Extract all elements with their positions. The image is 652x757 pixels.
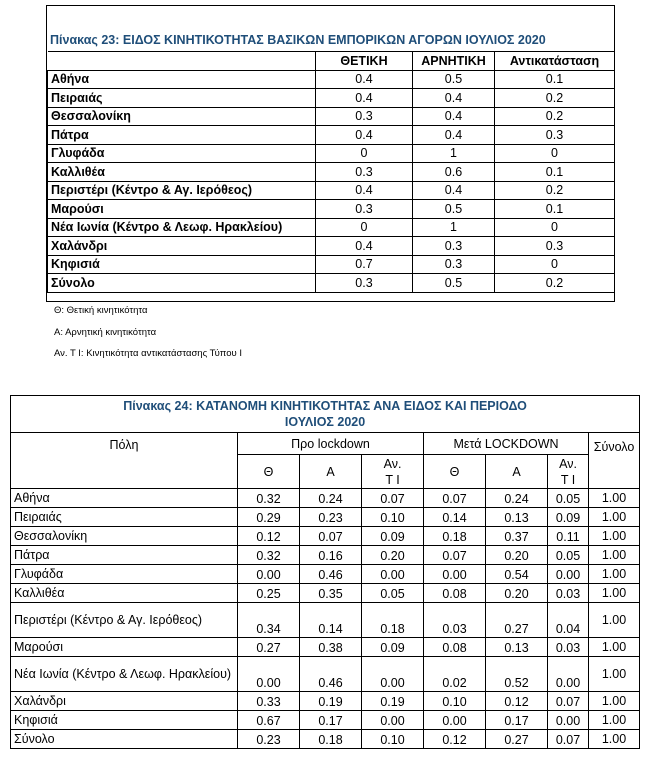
table-24-value-cell: 0.25 xyxy=(238,584,300,603)
table-24-value-cell: 0.67 xyxy=(238,711,300,730)
table-24-total-cell: 1.00 xyxy=(589,730,640,749)
table-23-value-cell: 0.3 xyxy=(316,274,413,293)
table-23-city-cell: Σύνολο xyxy=(48,274,316,293)
table-24-value-cell: 0.52 xyxy=(486,657,548,692)
table-24-value-cell: 0.00 xyxy=(548,657,589,692)
note-an: Αν. Τ Ι: Κινητικότητα αντικατάστασης Τύπου Ι xyxy=(54,348,242,359)
table-row xyxy=(48,200,615,219)
table-24-value-cell: 0.13 xyxy=(486,508,548,527)
table-row xyxy=(11,546,640,565)
table-24-sub-a-post: Α xyxy=(486,455,548,489)
table-24-value-cell: 0.46 xyxy=(300,657,362,692)
table-24-sub-an-post xyxy=(548,455,589,489)
table-24-value-cell: 0.27 xyxy=(486,730,548,749)
table-24-value-cell: 0.02 xyxy=(424,657,486,692)
table-23-value-cell: 0.4 xyxy=(316,89,413,108)
table-23-header-positive: ΘΕΤΙΚΗ xyxy=(316,52,413,71)
table-24-total-cell: 1.00 xyxy=(589,546,640,565)
table-23-header-empty xyxy=(48,52,316,71)
table-24-value-cell: 0.12 xyxy=(424,730,486,749)
table-24-value-cell: 0.00 xyxy=(424,711,486,730)
table-23-value-cell: 0.7 xyxy=(316,255,413,274)
table-23-value-cell: 0.5 xyxy=(413,274,495,293)
table-23-value-cell: 0.6 xyxy=(413,163,495,182)
table-23-value-cell: 1 xyxy=(413,218,495,237)
note-theta: Θ: Θετική κινητικότητα xyxy=(54,305,148,316)
table-23-value-cell: 0.4 xyxy=(316,70,413,89)
table-24-value-cell: 0.07 xyxy=(362,489,424,508)
table-23-value-cell: 0.4 xyxy=(316,181,413,200)
table-24-group-header-row xyxy=(11,433,640,455)
table-23-value-cell: 0.4 xyxy=(316,126,413,145)
table-24-value-cell: 0.09 xyxy=(548,508,589,527)
table-24-value-cell: 0.05 xyxy=(548,489,589,508)
table-24-value-cell: 0.14 xyxy=(424,508,486,527)
table-row xyxy=(48,89,615,108)
table-23-city-cell: Πειραιάς xyxy=(48,89,316,108)
table-24-total-cell: 1.00 xyxy=(589,584,640,603)
table-24-sub-theta-pre: Θ xyxy=(238,455,300,489)
table-24-value-cell: 0.08 xyxy=(424,638,486,657)
table-24-value-cell: 0.00 xyxy=(238,565,300,584)
table-24-sub-a-pre: Α xyxy=(300,455,362,489)
sub-an-line2: Τ Ι xyxy=(385,472,400,487)
table-24-sub-an-pre xyxy=(362,455,424,489)
table-24-header-city: Πόλη xyxy=(11,433,238,489)
table-23-value-cell: 0.2 xyxy=(495,107,615,126)
table-24-value-cell: 0.13 xyxy=(486,638,548,657)
table-row xyxy=(11,692,640,711)
table-24-sub-theta-post: Θ xyxy=(424,455,486,489)
table-24-city-cell: Πάτρα xyxy=(11,546,238,565)
table-24-value-cell: 0.12 xyxy=(486,692,548,711)
table-24-value-cell: 0.07 xyxy=(424,546,486,565)
table-row xyxy=(48,237,615,256)
table-24-value-cell: 0.00 xyxy=(362,565,424,584)
table-23-value-cell: 0.5 xyxy=(413,200,495,219)
table-23-header-negative: ΑΡΝΗΤΙΚΗ xyxy=(413,52,495,71)
table-24-city-cell: Μαρούσι xyxy=(11,638,238,657)
table-row xyxy=(48,218,615,237)
table-row xyxy=(11,711,640,730)
table-23-city-cell: Περιστέρι (Κέντρο & Αγ. Ιερόθεος) xyxy=(48,181,316,200)
table-row xyxy=(11,565,640,584)
table-24-value-cell: 0.33 xyxy=(238,692,300,711)
table-24-header-post-lockdown: Μετά LOCKDOWN xyxy=(424,433,589,455)
sub-an-line2: Τ Ι xyxy=(560,472,576,487)
table-23-value-cell: 0.3 xyxy=(495,126,615,145)
table-row xyxy=(48,107,615,126)
table-23-header-row xyxy=(48,52,615,71)
table-23-value-cell: 0.3 xyxy=(316,163,413,182)
table-row xyxy=(48,255,615,274)
table-24-value-cell: 0.10 xyxy=(424,692,486,711)
table-24-value-cell: 0.07 xyxy=(300,527,362,546)
note-a: Α: Αρνητική κινητικότητα xyxy=(54,327,157,338)
table-23-city-cell: Νέα Ιωνία (Κέντρο & Λεωφ. Ηρακλείου) xyxy=(48,218,316,237)
table-23-city-cell: Θεσσαλονίκη xyxy=(48,107,316,126)
table-23-value-cell: 0 xyxy=(495,255,615,274)
table-23 xyxy=(47,51,615,293)
table-24-title-line1: Πίνακας 24: ΚΑΤΑΝΟΜΗ ΚΙΝΗΤΙΚΟΤΗΤΑΣ ΑΝΑ ΕΙΔΟΣ ΚΑΙ ΠΕΡΙΟΔΟ xyxy=(123,399,527,413)
table-24-value-cell: 0.32 xyxy=(238,546,300,565)
table-24-total-cell: 1.00 xyxy=(589,565,640,584)
table-24-value-cell: 0.03 xyxy=(548,638,589,657)
table-24-value-cell: 0.03 xyxy=(424,603,486,638)
table-24-value-cell: 0.08 xyxy=(424,584,486,603)
table-23-city-cell: Πάτρα xyxy=(48,126,316,145)
table-24-header-total: Σύνολο xyxy=(589,433,640,489)
table-24-value-cell: 0.27 xyxy=(486,603,548,638)
table-24-value-cell: 0.24 xyxy=(486,489,548,508)
table-24 xyxy=(10,395,640,749)
table-24-value-cell: 0.05 xyxy=(362,584,424,603)
table-row xyxy=(11,730,640,749)
table-row xyxy=(11,657,640,692)
table-24-title-row xyxy=(11,396,640,433)
table-row xyxy=(48,274,615,293)
table-24-city-cell: Χαλάνδρι xyxy=(11,692,238,711)
table-row xyxy=(48,163,615,182)
table-24-value-cell: 0.10 xyxy=(362,730,424,749)
table-23-title: Πίνακας 23: ΕΙΔΟΣ ΚΙΝΗΤΙΚΟΤΗΤΑΣ ΒΑΣΙΚΩΝ ΕΜΠΟΡΙΚΩΝ ΑΓΟΡΩΝ ΙΟΥΛΙΟΣ 2020 xyxy=(50,33,546,47)
table-23-value-cell: 1 xyxy=(413,144,495,163)
table-24-value-cell: 0.27 xyxy=(238,638,300,657)
table-24-total-cell: 1.00 xyxy=(589,508,640,527)
table-23-value-cell: 0.4 xyxy=(413,181,495,200)
table-23-city-cell: Μαρούσι xyxy=(48,200,316,219)
table-23-value-cell: 0.3 xyxy=(413,237,495,256)
table-24-value-cell: 0.19 xyxy=(362,692,424,711)
table-24-value-cell: 0.00 xyxy=(548,711,589,730)
table-23-city-cell: Γλυφάδα xyxy=(48,144,316,163)
table-24-value-cell: 0.03 xyxy=(548,584,589,603)
table-24-value-cell: 0.32 xyxy=(238,489,300,508)
table-23-value-cell: 0.1 xyxy=(495,200,615,219)
table-24-city-cell: Θεσσαλονίκη xyxy=(11,527,238,546)
table-row xyxy=(11,489,640,508)
table-23-city-cell: Χαλάνδρι xyxy=(48,237,316,256)
sub-an-line1: Αν. xyxy=(559,456,577,471)
table-24-value-cell: 0.37 xyxy=(486,527,548,546)
table-24-value-cell: 0.23 xyxy=(300,508,362,527)
table-23-value-cell: 0.2 xyxy=(495,181,615,200)
table-23-city-cell: Καλλιθέα xyxy=(48,163,316,182)
table-24-city-cell: Γλυφάδα xyxy=(11,565,238,584)
table-24-city-cell: Περιστέρι (Κέντρο & Αγ. Ιερόθεος) xyxy=(11,603,238,638)
table-24-value-cell: 0.00 xyxy=(548,565,589,584)
table-24-value-cell: 0.54 xyxy=(486,565,548,584)
table-row xyxy=(11,508,640,527)
table-24-value-cell: 0.19 xyxy=(300,692,362,711)
table-23-city-cell: Αθήνα xyxy=(48,70,316,89)
table-row xyxy=(11,603,640,638)
table-row xyxy=(48,181,615,200)
table-24-value-cell: 0.07 xyxy=(424,489,486,508)
table-row xyxy=(48,70,615,89)
table-24-value-cell: 0.35 xyxy=(300,584,362,603)
table-23-value-cell: 0.3 xyxy=(316,200,413,219)
table-23-value-cell: 0.4 xyxy=(413,89,495,108)
table-24-value-cell: 0.46 xyxy=(300,565,362,584)
table-24-value-cell: 0.04 xyxy=(548,603,589,638)
table-24-total-cell: 1.00 xyxy=(589,711,640,730)
table-24-city-cell: Αθήνα xyxy=(11,489,238,508)
table-24-value-cell: 0.09 xyxy=(362,527,424,546)
table-23-value-cell: 0.3 xyxy=(316,107,413,126)
table-24-title-line2: ΙΟΥΛΙΟΣ 2020 xyxy=(284,415,366,429)
table-24-value-cell: 0.18 xyxy=(300,730,362,749)
table-24-value-cell: 0.16 xyxy=(300,546,362,565)
table-23-value-cell: 0.4 xyxy=(316,237,413,256)
table-24-total-cell: 1.00 xyxy=(589,638,640,657)
table-24-value-cell: 0.00 xyxy=(424,565,486,584)
table-24-city-cell: Πειραιάς xyxy=(11,508,238,527)
table-24-total-cell: 1.00 xyxy=(589,527,640,546)
table-24-total-cell: 1.00 xyxy=(589,692,640,711)
table-24-city-cell: Σύνολο xyxy=(11,730,238,749)
table-24-value-cell: 0.24 xyxy=(300,489,362,508)
table-24-value-cell: 0.12 xyxy=(238,527,300,546)
table-24-title xyxy=(11,396,640,433)
table-24-value-cell: 0.23 xyxy=(238,730,300,749)
sub-an-line1: Αν. xyxy=(383,456,402,471)
table-23-value-cell: 0 xyxy=(316,218,413,237)
table-24-total-cell: 1.00 xyxy=(589,603,640,638)
table-24-value-cell: 0.05 xyxy=(548,546,589,565)
table-24-value-cell: 0.38 xyxy=(300,638,362,657)
table-row xyxy=(48,126,615,145)
table-row xyxy=(48,144,615,163)
table-24-value-cell: 0.20 xyxy=(362,546,424,565)
table-23-value-cell: 0.5 xyxy=(413,70,495,89)
table-23-value-cell: 0 xyxy=(495,218,615,237)
table-23-value-cell: 0 xyxy=(316,144,413,163)
table-23-value-cell: 0 xyxy=(495,144,615,163)
table-23-value-cell: 0.2 xyxy=(495,274,615,293)
table-24-value-cell: 0.34 xyxy=(238,603,300,638)
table-24-value-cell: 0.17 xyxy=(486,711,548,730)
table-24-value-cell: 0.20 xyxy=(486,584,548,603)
table-23-value-cell: 0.3 xyxy=(413,255,495,274)
table-24-value-cell: 0.18 xyxy=(362,603,424,638)
table-24-value-cell: 0.17 xyxy=(300,711,362,730)
table-24-value-cell: 0.00 xyxy=(238,657,300,692)
table-24-total-cell: 1.00 xyxy=(589,489,640,508)
table-24-value-cell: 0.20 xyxy=(486,546,548,565)
table-24-header-pre-lockdown: Προ lockdown xyxy=(238,433,424,455)
table-24-value-cell: 0.18 xyxy=(424,527,486,546)
table-24-city-cell: Καλλιθέα xyxy=(11,584,238,603)
table-24-value-cell: 0.07 xyxy=(548,692,589,711)
table-24-city-cell: Νέα Ιωνία (Κέντρο & Λεωφ. Ηρακλείου) xyxy=(11,657,238,692)
table-23-value-cell: 0.3 xyxy=(495,237,615,256)
table-24-value-cell: 0.14 xyxy=(300,603,362,638)
table-24-city-cell: Κηφισιά xyxy=(11,711,238,730)
table-23-value-cell: 0.2 xyxy=(495,89,615,108)
table-23-value-cell: 0.1 xyxy=(495,70,615,89)
table-23-value-cell: 0.4 xyxy=(413,126,495,145)
table-24-value-cell: 0.10 xyxy=(362,508,424,527)
table-24-value-cell: 0.00 xyxy=(362,657,424,692)
table-24-value-cell: 0.00 xyxy=(362,711,424,730)
table-23-frame xyxy=(46,5,615,302)
table-23-header-replacement: Αντικατάσταση xyxy=(495,52,615,71)
table-row xyxy=(11,584,640,603)
table-row xyxy=(11,638,640,657)
table-23-value-cell: 0.1 xyxy=(495,163,615,182)
table-23-city-cell: Κηφισιά xyxy=(48,255,316,274)
table-24-value-cell: 0.09 xyxy=(362,638,424,657)
table-23-value-cell: 0.4 xyxy=(413,107,495,126)
table-24-total-cell: 1.00 xyxy=(589,657,640,692)
table-row xyxy=(11,527,640,546)
table-24-value-cell: 0.11 xyxy=(548,527,589,546)
table-24-value-cell: 0.07 xyxy=(548,730,589,749)
table-24-value-cell: 0.29 xyxy=(238,508,300,527)
